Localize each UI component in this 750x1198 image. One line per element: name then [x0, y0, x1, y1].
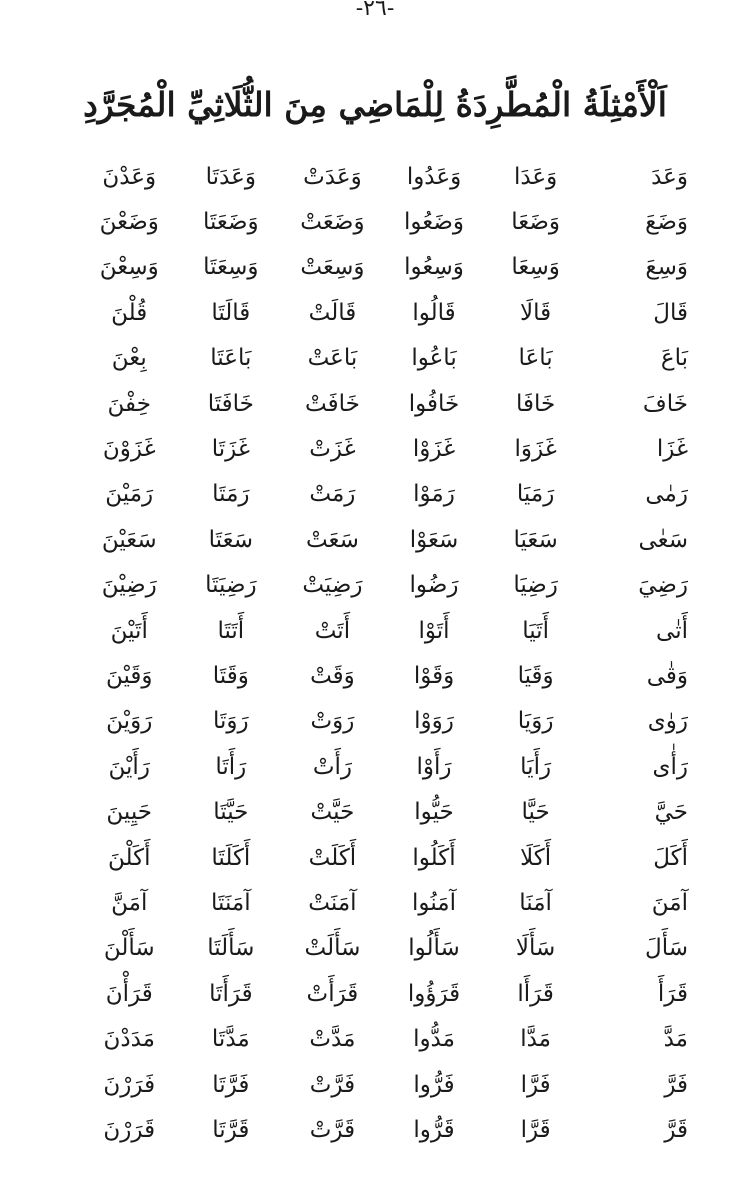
table-row	[78, 290, 688, 335]
verb-form-cell: بَاعُوا	[411, 345, 457, 372]
verb-form-cell: رَوَتْ	[310, 708, 355, 735]
verb-form-cell: سَعَتْ	[305, 526, 359, 553]
verb-form-cell: قُلْنَ	[111, 299, 148, 326]
table-row	[78, 744, 688, 789]
verb-form-cell: غَزَوَا	[514, 436, 557, 463]
table-row	[78, 653, 688, 698]
table-row	[78, 472, 688, 517]
verb-form-cell: وَقَتَا	[212, 662, 249, 689]
verb-form-cell: غَزَا	[656, 436, 688, 463]
verb-form-cell: قَرَأَتَا	[209, 980, 253, 1007]
verb-form-cell: وَقَيَا	[517, 662, 554, 689]
verb-form-cell: وَقٰى	[646, 662, 688, 689]
verb-form-cell: رَوَيْنَ	[106, 708, 153, 735]
page-title: اَلْأَمْثِلَةُ الْمُطَّرِدَةُ لِلْمَاضِي مِنَ الثُّلَاثِيِّ الْمُجَرَّدِ	[83, 85, 667, 124]
verb-form-cell: قَرَأَتْ	[306, 980, 359, 1007]
verb-form-cell: أَتٰى	[656, 617, 688, 644]
verb-form-cell: وَسِعَا	[511, 254, 560, 281]
table-row	[78, 336, 688, 381]
verb-form-cell: آمَنَّ	[111, 889, 148, 916]
verb-form-cell: فَرَّ	[664, 1071, 688, 1098]
verb-form-cell: بِعْنَ	[111, 345, 147, 372]
verb-form-cell: قَرَّا	[520, 1116, 551, 1143]
table-row	[78, 835, 688, 880]
verb-form-cell: مَدَدْنَ	[103, 1026, 155, 1053]
verb-form-cell: قَالَا	[520, 299, 552, 326]
table-row	[78, 426, 688, 471]
verb-form-cell: سَأَلُوا	[408, 935, 460, 962]
verb-form-cell: أَتَيْنَ	[110, 617, 148, 644]
verb-form-cell: أَكَلَا	[520, 844, 552, 871]
verb-form-cell: خَافُوا	[408, 390, 460, 417]
verb-form-cell: وَسِعُوا	[404, 254, 464, 281]
verb-form-cell: قَرَّ	[664, 1116, 688, 1143]
verb-form-cell: وَعَدَتْ	[303, 163, 362, 190]
verb-form-cell: رَوَوْا	[414, 708, 454, 735]
verb-form-cell: وَعَدَتَا	[205, 163, 256, 190]
verb-form-cell: أَكَلَتْ	[308, 844, 357, 871]
verb-form-cell: بَاعَتَا	[210, 345, 252, 372]
verb-form-cell: خِفْنَ	[107, 390, 151, 417]
verb-form-cell: رَمَتْ	[309, 481, 356, 508]
verb-form-cell: رَضِيَ	[638, 572, 688, 599]
table-row	[78, 245, 688, 290]
verb-form-cell: قَرَّتْ	[309, 1116, 356, 1143]
verb-form-cell: آمَنَتَا	[211, 889, 251, 916]
verb-form-cell: فَرَّتَا	[212, 1071, 250, 1098]
verb-form-cell: وَقَيْنَ	[105, 662, 153, 689]
verb-form-cell: سَأَلَا	[515, 935, 556, 962]
verb-form-cell: قَالُوا	[412, 299, 456, 326]
verb-form-cell: وَضَعَتَا	[202, 209, 259, 236]
verb-form-cell: خَافَا	[515, 390, 556, 417]
verb-form-cell: رَضِيَتْ	[302, 572, 363, 599]
verb-form-cell: فَرَرْنَ	[103, 1071, 156, 1098]
table-row	[78, 1062, 688, 1107]
verb-form-cell: سَأَلْنَ	[103, 935, 155, 962]
verb-form-cell: بَاعَا	[518, 345, 553, 372]
verb-form-cell: سَأَلَتْ	[304, 935, 361, 962]
verb-form-cell: غَزَتْ	[309, 436, 356, 463]
verb-form-cell: خَافَتَا	[207, 390, 254, 417]
verb-form-cell: سَأَلَتَا	[207, 935, 255, 962]
verb-form-cell: وَقَوْا	[413, 662, 455, 689]
verb-form-cell: وَقَتْ	[310, 662, 355, 689]
table-row	[78, 926, 688, 971]
table-row	[78, 1016, 688, 1061]
verb-form-cell: وَعَدُوا	[406, 163, 462, 190]
verb-form-cell: سَعَيْنَ	[101, 526, 157, 553]
verb-form-cell: قَالَ	[653, 299, 688, 326]
verb-form-cell: وَعَدَ	[651, 163, 688, 190]
verb-form-cell: وَضَعَا	[511, 209, 560, 236]
table-row	[78, 154, 688, 199]
verb-form-cell: رَوَتَا	[213, 708, 249, 735]
table-row	[78, 1107, 688, 1152]
verb-form-cell: قَالَتَا	[211, 299, 251, 326]
verb-form-cell: وَسِعَ	[645, 254, 688, 281]
verb-form-cell: آمَنَا	[519, 889, 552, 916]
verb-form-cell: آمَنُوا	[412, 889, 456, 916]
verb-form-cell: رَضِيْنَ	[101, 572, 157, 599]
verb-form-cell: وَضَعْنَ	[99, 209, 159, 236]
verb-form-cell: رَأَيْنَ	[108, 753, 150, 780]
verb-form-cell: وَسِعَتَا	[203, 254, 259, 281]
verb-form-cell: فَرُّوا	[413, 1071, 455, 1098]
verb-form-cell: غَزَوْا	[412, 436, 456, 463]
verb-form-cell: قَرَّتَا	[212, 1116, 250, 1143]
verb-form-cell: وَسِعْنَ	[99, 254, 159, 281]
verb-form-cell: مَدَّتْ	[309, 1026, 356, 1053]
table-row	[78, 381, 688, 426]
verb-form-cell: قَرَؤُوا	[407, 980, 461, 1007]
verb-form-cell: سَعَوْا	[409, 526, 459, 553]
verb-form-cell: رَمَيْنَ	[105, 481, 154, 508]
verb-form-cell: رَمَيَا	[516, 481, 555, 508]
verb-form-cell: سَعَتَا	[208, 526, 253, 553]
verb-form-cell: وَسِعَتْ	[300, 254, 365, 281]
verb-form-cell: رَوٰى	[647, 708, 688, 735]
verb-form-cell: رَأَتْ	[312, 753, 352, 780]
verb-form-cell: وَعَدَا	[513, 163, 558, 190]
verb-form-cell: قَرَرْنَ	[103, 1116, 156, 1143]
verb-form-cell: رَضُوا	[409, 572, 459, 599]
table-row	[78, 971, 688, 1016]
verb-form-cell: رَأَوْا	[416, 753, 452, 780]
verb-form-cell: رَأَتَا	[215, 753, 247, 780]
verb-form-cell: حَيَّتَا	[213, 799, 249, 826]
verb-form-cell: قَرَأَا	[517, 980, 554, 1007]
verb-form-cell: مَدَّا	[520, 1026, 551, 1053]
verb-form-cell: وَضَعَ	[645, 209, 688, 236]
verb-form-cell: أَكَلَتَا	[211, 844, 251, 871]
verb-form-cell: حَيَّ	[654, 799, 688, 826]
verb-form-cell: خَافَ	[642, 390, 688, 417]
verb-form-cell: حَيَّتْ	[310, 799, 355, 826]
verb-form-cell: آمَنَتْ	[308, 889, 357, 916]
verb-form-cell: آمَنَ	[651, 889, 688, 916]
table-row	[78, 880, 688, 925]
verb-form-cell: رَوَيَا	[517, 708, 554, 735]
verb-form-cell: وَعَدْنَ	[102, 163, 157, 190]
verb-form-cell: قَرَأْنَ	[105, 980, 153, 1007]
verb-form-cell: أَتَيَا	[522, 617, 549, 644]
verb-form-cell: فَرَّتْ	[309, 1071, 356, 1098]
verb-form-cell: مَدُّوا	[413, 1026, 455, 1053]
verb-form-cell: سَعَيَا	[513, 526, 558, 553]
verb-form-cell: وَضَعَتْ	[300, 209, 365, 236]
verb-form-cell: أَكَلُوا	[412, 844, 456, 871]
verb-form-cell: أَتَتْ	[314, 617, 351, 644]
table-row	[78, 789, 688, 834]
verb-form-cell: حَيُّوا	[414, 799, 454, 826]
page-number: -٢٦-	[355, 0, 395, 21]
table-row	[78, 199, 688, 244]
verb-form-cell: رَضِيَتَا	[205, 572, 257, 599]
table-row	[78, 608, 688, 653]
verb-form-cell: حَيَّا	[521, 799, 550, 826]
verb-form-cell: قَرَأَ	[657, 980, 688, 1007]
verb-form-cell: رَأٰى	[652, 753, 688, 780]
verb-form-cell: أَتَتَا	[217, 617, 245, 644]
verb-form-cell: أَتَوْا	[418, 617, 450, 644]
verb-form-cell: أَكَلَ	[653, 844, 688, 871]
verb-form-cell: غَزَوْنَ	[102, 436, 156, 463]
verb-form-cell: حَيِينَ	[106, 799, 153, 826]
verb-form-cell: قَرُّوا	[413, 1116, 455, 1143]
verb-form-cell: قَالَتْ	[308, 299, 357, 326]
verb-form-cell: سَأَلَ	[645, 935, 688, 962]
verb-form-cell: بَاعَ	[660, 345, 688, 372]
verb-form-cell: رَضِيَا	[513, 572, 558, 599]
verb-form-cell: غَزَتَا	[211, 436, 250, 463]
verb-form-cell: رَمٰى	[645, 481, 688, 508]
verb-form-cell: مَدَّتَا	[211, 1026, 250, 1053]
verb-form-cell: مَدَّ	[663, 1026, 688, 1053]
verb-form-cell: رَمَتَا	[212, 481, 250, 508]
table-row	[78, 563, 688, 608]
verb-conjugation-table	[78, 154, 688, 1153]
verb-form-cell: رَأَيَا	[520, 753, 552, 780]
verb-form-cell: سَعٰى	[638, 526, 688, 553]
verb-form-cell: بَاعَتْ	[307, 345, 358, 372]
table-row	[78, 517, 688, 562]
verb-form-cell: أَكَلْنَ	[108, 844, 151, 871]
verb-form-cell: خَافَتْ	[305, 390, 360, 417]
verb-form-cell: وَضَعُوا	[404, 209, 465, 236]
verb-form-cell: رَمَوْا	[413, 481, 455, 508]
table-row	[78, 699, 688, 744]
verb-form-cell: فَرَّا	[520, 1071, 551, 1098]
